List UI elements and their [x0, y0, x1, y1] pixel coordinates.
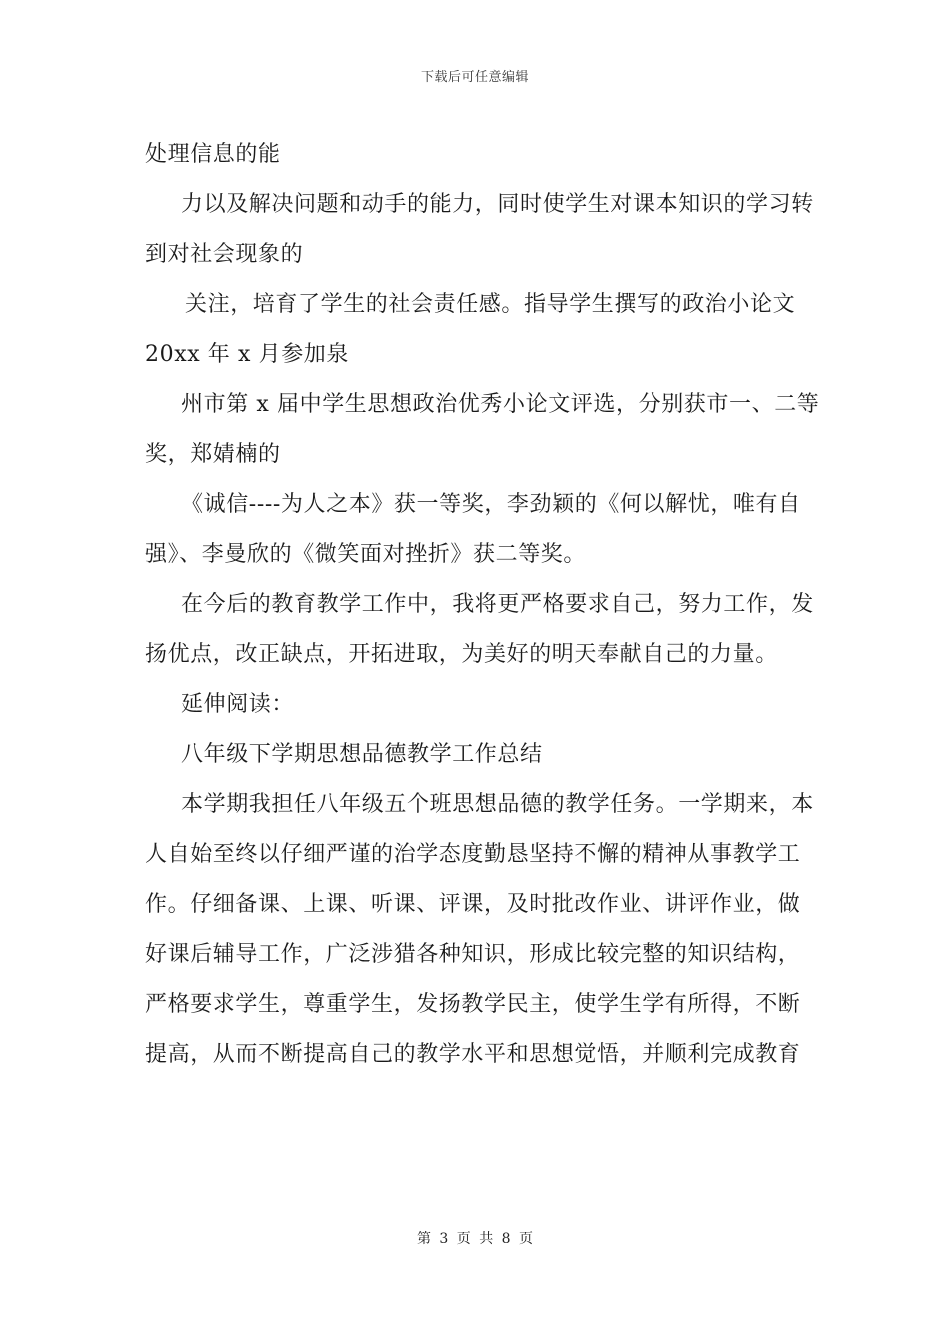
text-line: 好课后辅导工作，广泛涉猎各种知识，形成比较完整的知识结构， [145, 942, 801, 967]
text-line: 关注，培育了学生的社会责任感。指导学生撰写的政治小论文 [185, 292, 796, 317]
further-reading-label: 延伸阅读： [181, 692, 295, 717]
paragraph-start: 本学期我担任八年级五个班思想品德的教学任务。一学期来，本 [181, 792, 814, 817]
text-line: 强》、李曼欣的《微笑面对挫折》获二等奖。 [145, 542, 587, 567]
text-line: 到对社会现象的 [145, 242, 304, 267]
paragraph-start: 在今后的教育教学工作中，我将更严格要求自己，努力工作，发 [181, 592, 814, 617]
section-title: 八年级下学期思想品德教学工作总结 [181, 742, 543, 767]
text-line: 处理信息的能 [145, 142, 281, 167]
text-line: 力以及解决问题和动手的能力，同时使学生对课本知识的学习转 [181, 192, 814, 217]
text-line: 20xx 年 x 月参加泉 [145, 342, 349, 367]
text-line: 奖，郑婧楠的 [145, 442, 281, 467]
page-header: 下载后可任意编辑 [420, 70, 529, 85]
page-number: 第 3 页 共 8 页 [416, 1231, 534, 1247]
text-line: 作。仔细备课、上课、听课、评课，及时批改作业、讲评作业，做 [145, 892, 801, 917]
text-line: 州市第 x 届中学生思想政治优秀小论文评选，分别获市一、二等 [181, 392, 820, 417]
text-line: 《诚信----为人之本》获一等奖，李劲颖的《何以解忧，唯有自 [181, 492, 801, 517]
text-line: 人自始至终以仔细严谨的治学态度勤恳坚持不懈的精神从事教学工 [145, 842, 801, 867]
document-body [145, 130, 820, 1080]
text-line: 提高，从而不断提高自己的教学水平和思想觉悟，并顺利完成教育 [145, 1042, 801, 1067]
text-line: 严格要求学生，尊重学生，发扬教学民主，使学生学有所得，不断 [145, 992, 801, 1017]
text-line: 扬优点，改正缺点，开拓进取，为美好的明天奉献自己的力量。 [145, 642, 778, 667]
